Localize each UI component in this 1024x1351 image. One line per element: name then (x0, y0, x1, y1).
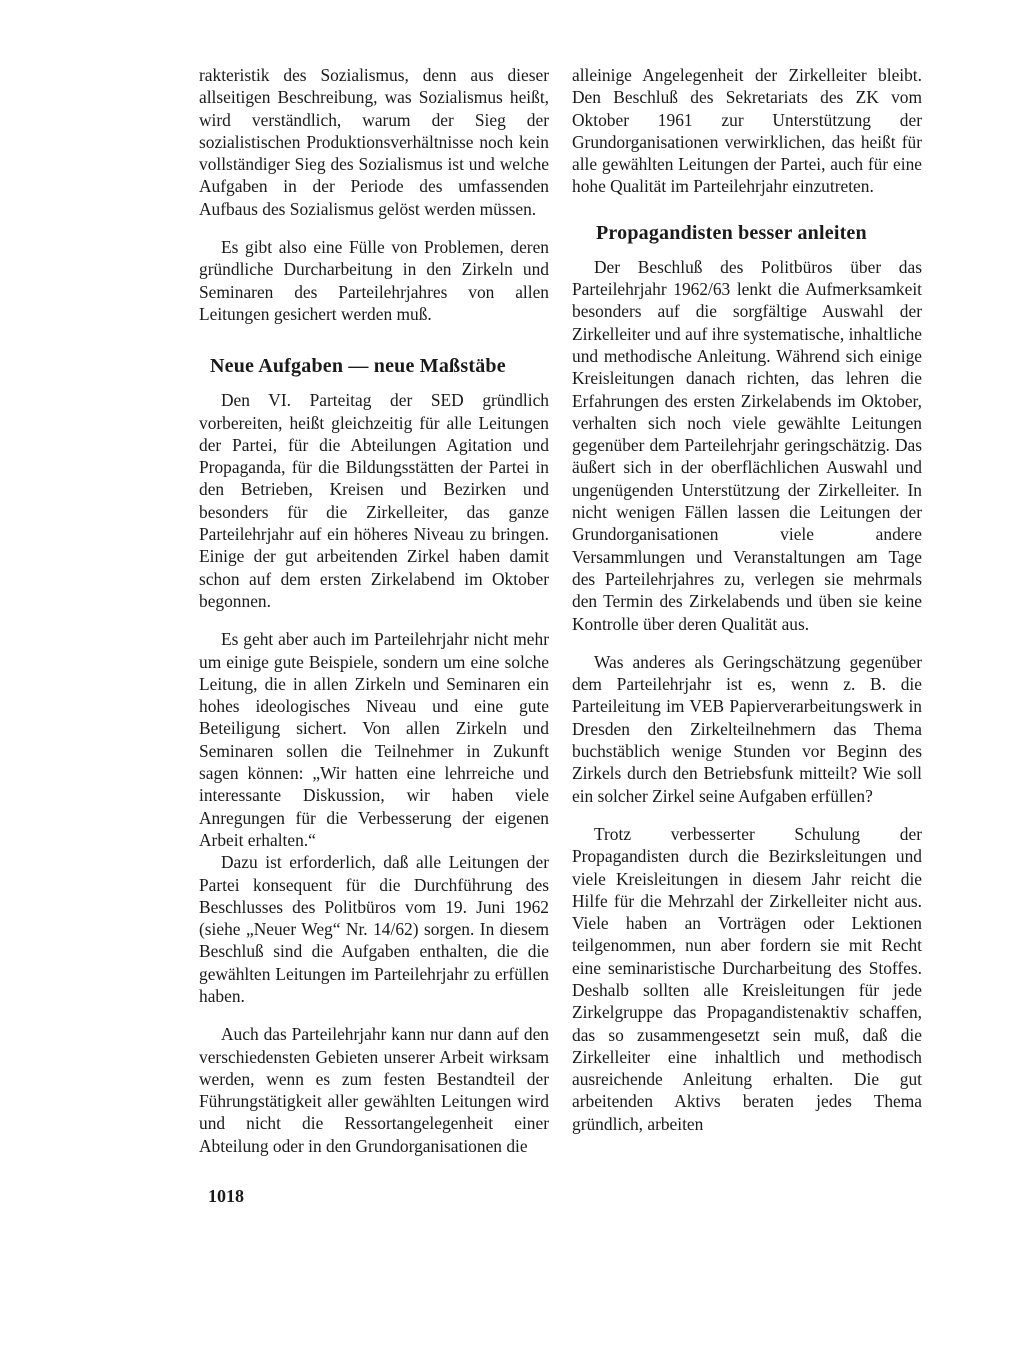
paragraph: alleinige Angelegenheit der Zirkelleiter bleibt. Den Beschluß des Sekretariats des ZK vom Oktober 1961 zur Unterstützung der Grundorganisationen verwirklichen, das heißt für alle gewählten Leitungen der Partei, auch für eine hohe Qualität im Parteilehrjahr einzutreten. (572, 65, 922, 197)
paragraph: rakteristik des Sozialismus, denn aus dieser allseitigen Beschreibung, was Sozialismus heißt, wird verständlich, warum der Sieg der sozialistischen Produktionsverhältnisse noch kein vollständiger Sieg des Sozialismus ist und welche Aufgaben in der Periode des umfassenden Aufbaus des Sozialismus gelöst werden müssen. (199, 65, 549, 219)
paragraph: Was anderes als Geringschätzung gegenüber dem Parteilehrjahr ist es, wenn z. B. die Parteileitung im VEB Papierverarbeitungswerk in Dresden den Zirkelteilnehmern das Thema buchstäblich wenige Stunden vor Beginn des Zirkels durch den Betriebsfunk mitteilt? Wie soll ein solcher Zirkel seine Aufgaben erfüllen? (572, 651, 922, 806)
page-number: 1018 (208, 1186, 244, 1206)
left-column (199, 64, 549, 1173)
paragraph: Es gibt also eine Fülle von Problemen, deren gründliche Durcharbeitung in den Zirkeln und Seminaren des Parteilehrjahres von allen Leitungen gesichert werden muß. (199, 237, 549, 324)
section-heading: Propagandisten besser anleiten (596, 221, 867, 244)
paragraph: Den VI. Parteitag der SED gründlich vorbereiten, heißt gleichzeitig für alle Leitungen der Partei, für die Abteilungen Agitation und Propaganda, für die Bildungsstätten der Partei in den Betrieben, Kreisen und Bezirken und besonders für die Zirkelleiter, das ganze Parteilehrjahr auf ein höheres Niveau zu bringen. Einige der gut arbeitenden Zirkel haben damit schon auf dem ersten Zirkelabend im Oktober begonnen. (199, 390, 549, 611)
paragraph: Dazu ist erforderlich, daß alle Leitungen der Partei konsequent für die Durchführung des Beschlusses des Politbüros vom 19. Juni 1962 (siehe „Neuer Weg“ Nr. 14/62) sorgen. In diesem Beschluß sind die Aufgaben enthalten, die die gewählten Leitungen im Parteilehrjahr zu erfüllen haben. (199, 852, 549, 1006)
paragraph: Es geht aber auch im Parteilehrjahr nicht mehr um einige gute Beispiele, sondern um eine solche Leitung, die in allen Zirkeln und Seminaren ein hohes ideologisches Niveau und eine gute Beteiligung sichert. Von allen Zirkeln und Seminaren sollen die Teilnehmer in Zukunft sagen können: „Wir hatten eine lehrreiche und interessante Diskussion, wir haben viele Anregungen für die Verbesserung der eigenen Arbeit erhalten.“ (199, 629, 549, 850)
right-column (572, 64, 922, 1151)
paragraph: Trotz verbesserter Schulung der Propagandisten durch die Bezirksleitungen und viele Kreisleitungen in diesem Jahr reicht die Hilfe für die Mehrzahl der Zirkelleiter nicht aus. Viele haben an Vorträgen oder Lektionen teilgenommen, nun aber fordern sie mit Recht eine seminaristische Durcharbeitung des Stoffes. Deshalb sollten alle Kreisleitungen für jede Zirkelgruppe das Propagandistenaktiv schaffen, das so zusammengesetzt sein muß, daß die Zirkelleiter eine inhaltlich und methodisch ausreichende Anleitung erhalten. Die gut arbeitenden Aktivs beraten jedes Thema gründlich, arbeiten (572, 823, 922, 1134)
paragraph: Auch das Parteilehrjahr kann nur dann auf den verschiedensten Gebieten unserer Arbeit wirksam werden, wenn es zum festen Bestandteil der Führungstätigkeit aller gewählten Leitungen wird und nicht die Ressortangelegenheit einer Abteilung oder in den Grundorganisationen die (199, 1024, 549, 1156)
paragraph: Der Beschluß des Politbüros über das Parteilehrjahr 1962/63 lenkt die Aufmerksamkeit besonders auf die sorgfältige Auswahl der Zirkelleiter und auf ihre systematische, inhaltliche und methodische Anleitung. Während sich einige Kreisleitungen danach richten, das lehren die Erfahrungen des ersten Zirkelabends im Oktober, verhalten sich noch viele gewählte Leitungen gegenüber dem Parteilehrjahr geringschätzig. Das äußert sich in der oberflächlichen Auswahl und ungenügenden Unterstützung der Zirkelleiter. In nicht wenigen Fällen lassen die Leitungen der Grundorganisationen viele andere Versammlungen und Veranstaltungen am Tage des Parteilehrjahres zu, verlegen sie mehrmals den Termin des Zirkelabends und üben sie keine Kontrolle über deren Qualität aus. (572, 256, 922, 634)
section-heading: Neue Aufgaben — neue Maßstäbe (210, 355, 506, 378)
